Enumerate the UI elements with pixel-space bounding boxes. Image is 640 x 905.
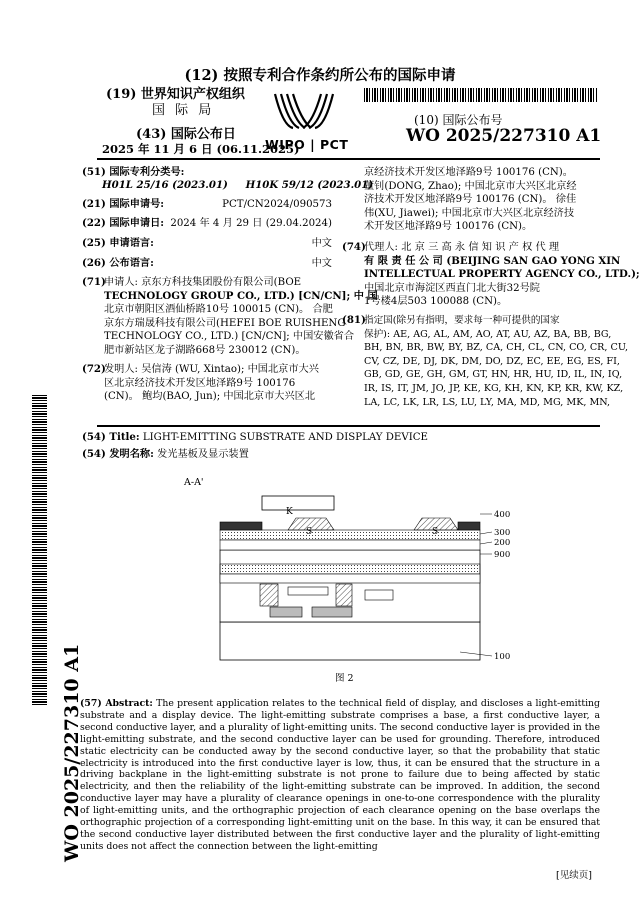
title-cn-label: (54) 发明名称: [82, 448, 154, 460]
applicant-line: 申请人: 京东方科技集团股份有限公司(BOE [104, 277, 302, 288]
side-barcode [32, 395, 47, 705]
field-51-value: H01L 25/16 (2023.01) H10K 59/12 (2023.01) [102, 179, 374, 191]
title-en-text: LIGHT-EMITTING SUBSTRATE AND DISPLAY DEVICE [142, 432, 428, 443]
applicant-line: 京东方瑞晟科技有限公司(HEFEI BOE RUISHENG [104, 317, 346, 329]
field-74 [342, 241, 640, 308]
label-200: 200 [494, 538, 511, 548]
field-25-value: 中文 [311, 238, 332, 249]
layer-300 [220, 530, 480, 540]
field-26-label: (26) 公布语言: [82, 257, 154, 269]
layer-900 [220, 540, 480, 550]
field-21-value: PCT/CN2024/090573 [222, 199, 332, 210]
dark-pad [220, 522, 262, 530]
field-26 [82, 257, 332, 271]
label-400: 400 [494, 510, 511, 520]
inventor-line: 伟(XU, Jiawei); 中国北京市大兴区北京经济技 [364, 207, 575, 219]
agent-line: 1号楼4层503 100088 (CN)。 [364, 296, 508, 308]
inventor-line: 京经济技术开发区地泽路9号 100176 (CN)。 [364, 167, 573, 178]
agent-line: INTELLECTUAL PROPERTY AGENCY CO., LTD.); [364, 268, 640, 281]
wipo-logo-icon [269, 86, 339, 136]
inventor-line: 术开发区地泽路9号 100176 (CN)。 [364, 221, 533, 233]
layer-400 [262, 496, 334, 510]
field-26-value: 中文 [311, 258, 332, 269]
label-s-left: S [306, 527, 313, 537]
applicant-line: 肥市新站区龙子湖路668号 230012 (CN)。 [104, 344, 306, 356]
label-s-right: S [432, 527, 439, 537]
organization-name: (19) 世界知识产权组织 [106, 87, 245, 102]
via-structure [336, 584, 352, 606]
states-line: IR, IS, IT, JM, JO, JP, KE, KG, KH, KN, KP, KR, KW, KZ, [364, 382, 624, 394]
inventor-line: 发明人: 吴信涛 (WU, Xintao); 中国北京市大兴 [104, 364, 319, 375]
agent-line: 中国北京市海淀区西直门北大街32号院 [364, 282, 540, 294]
field-22-label: (22) 国际申请日: [82, 217, 165, 229]
title-english [82, 431, 600, 445]
abstract [80, 698, 600, 853]
via-structure [260, 584, 278, 606]
active-layer [270, 607, 302, 617]
publication-date: 2025 年 11 月 6 日 (06.11.2025) [102, 142, 300, 156]
document-title: (12) 按照专利合作条约所公布的国际申请 [184, 67, 456, 84]
field-51-label: (51) 国际专利分类号: [82, 166, 185, 178]
field-72 [82, 363, 332, 403]
label-300: 300 [494, 528, 511, 538]
publication-number: WO 2025/227310 A1 [406, 126, 602, 146]
applicant-line: 北京市朝阳区酒仙桥路10号 100015 (CN)。 合肥 [104, 304, 333, 316]
dark-pad [458, 522, 480, 530]
states-line: CV, CZ, DE, DJ, DK, DM, DO, DZ, EC, EE, EG, ES, FI, [364, 355, 620, 367]
field-71-label: (71) [82, 276, 106, 288]
inventor-line: 济技术开发区地泽路9号 100176 (CN)。 徐佳 [364, 194, 577, 206]
top-barcode [364, 88, 597, 102]
field-72-label: (72) [82, 363, 106, 375]
publication-date-label: (43) 国际公布日 [136, 127, 236, 142]
agent-line: 有 限 责 任 公 司 (BEIJING SAN GAO YONG XIN [364, 254, 621, 267]
states-line: 指定国(除另有指明，要求每一种可提供的国家 [364, 315, 560, 326]
states-line: LA, LC, LK, LR, LS, LU, LY, MA, MD, MG, MK, MN, [364, 396, 611, 408]
gate-structure [365, 590, 393, 600]
title-chinese [82, 448, 600, 462]
field-22-value: 2024 年 4 月 29 日 (29.04.2024) [170, 218, 332, 229]
active-layer [312, 607, 352, 617]
field-81-label: (81) [342, 314, 366, 326]
gate-structure [288, 587, 328, 595]
field-21 [82, 198, 332, 212]
base-layer [220, 622, 480, 660]
abstract-label: (57) Abstract: [80, 698, 153, 709]
applicant-line: TECHNOLOGY GROUP CO., LTD.) [CN/CN]; 中 国 [104, 289, 378, 302]
title-en-label: (54) Title: [82, 431, 140, 443]
field-74-label: (74) [342, 241, 366, 253]
inventor-line: (CN)。 鲍均(BAO, Jun); 中国北京市大兴区北 [104, 391, 316, 403]
states-line: 保护): AE, AG, AL, AM, AO, AT, AU, AZ, BA, BB, BG, [364, 328, 612, 340]
label-900: 900 [494, 550, 511, 560]
states-line: GB, GD, GE, GH, GM, GT, HN, HR, HU, ID, IL, IN, IQ, [364, 369, 623, 381]
label-k: K [286, 507, 293, 517]
field-81 [342, 314, 629, 408]
wipo-pct-logo-text: WIPO | PCT [265, 137, 349, 152]
field-25 [82, 237, 332, 251]
insulating-layer [220, 574, 480, 583]
organization-bureau: 国 际 局 [152, 103, 215, 118]
title-cn-text: 发光基板及显示装置 [157, 449, 249, 460]
right-column [342, 166, 640, 411]
agent-line: 代理人: 北 京 三 高 永 信 知 识 产 权 代 理 [364, 242, 560, 253]
publication-number-label: (10) 国际公布号 [414, 113, 503, 127]
label-100: 100 [494, 652, 511, 662]
side-publication-number: WO 2025/227310 A1 [61, 643, 83, 862]
layer-200 [220, 564, 480, 574]
section-label: A-A' [184, 477, 204, 488]
field-22 [82, 217, 332, 231]
abstract-text: The present application relates to the technical field of display, and discloses a light-emitting substrate and a display device. The light-emitting substrate comprises a base, a first conductive layer, a second conductive layer, and a plurality of light-emitting units. The second conductive layer is provided in the light-emitting substrate, and the second conductive layer can be used for grounding. Therefore, introduced static electricity can be conducted away by the second conductive layer, so that the probability that static electricity is introduced into the first conductive layer is low, thus, it can be ensured that the structure in a driving backplane in the light-emitting substrate is not prone to failure due to being affected by static electricity, and then the reliability of the light-emitting substrate can be improved. In addition, the second conductive layer may have a plurality of clearance openings in one-to-one correspondence with the plurality of light-emitting units, and the orthographic projection of each clearance opening on the base overlaps the orthographic projection of a corresponding light-emitting unit on the base. In this way, it can be ensured that the second conductive layer distributed between the first conductive layer and the plurality of light-emitting units does not affect the connection between the light-emitting [80, 698, 600, 852]
applicant-line: TECHNOLOGY CO., LTD.) [CN/CN]; 中国安徽省合 [104, 331, 355, 343]
states-line: BH, BN, BR, BW, BY, BZ, CA, CH, CL, CN, CO, CR, CU, [364, 342, 629, 354]
field-21-label: (21) 国际申请号: [82, 198, 165, 210]
inventor-line: 区北京经济技术开发区地泽路9号 100176 [104, 377, 296, 389]
figure-caption: 图 2 [335, 673, 354, 684]
continued-marker: [见续页] [556, 870, 592, 881]
inventor-line: 董钊(DONG, Zhao); 中国北京市大兴区北京经 [364, 180, 577, 192]
field-51 [82, 166, 332, 180]
title-divider [97, 425, 600, 427]
inventors-continued [364, 166, 600, 234]
field-25-label: (25) 申请语言: [82, 237, 154, 249]
header-divider [97, 158, 600, 160]
cross-section-figure [200, 492, 520, 664]
